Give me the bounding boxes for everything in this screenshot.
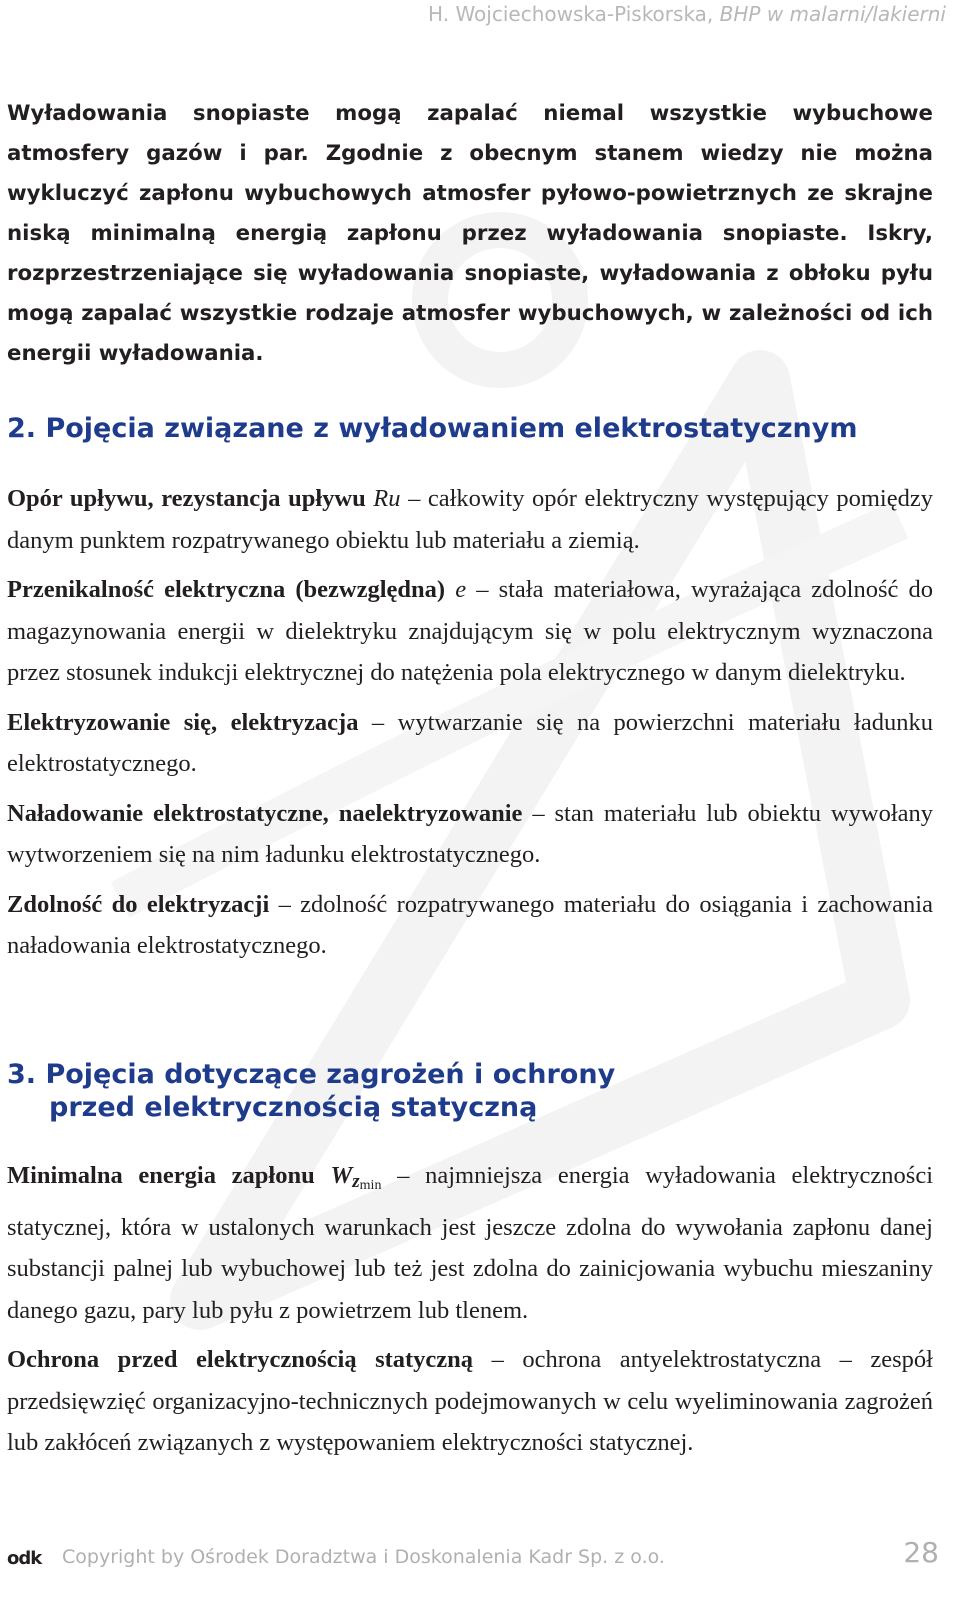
definition-text: – ochrona antyelektrostatyczna – zespół przedsięwzięć organizacyjno-technicznych podejmowanych w celu wyeliminowania zagrożeń lub zakłóceń związanych z występowaniem elektryczności statycznej. — [7, 1346, 933, 1456]
symbol-main: W — [330, 1162, 353, 1189]
definition-term: Opór upływu, rezystancja upływu — [7, 485, 366, 512]
definition-term: Elektryzowanie się, elektryzacja — [7, 708, 359, 736]
definition-text: – stan materiału lub obiektu wywołany wytworzeniem się na nim ładunku elektrostatycznego. — [7, 799, 934, 868]
symbol-subscript — [352, 1171, 382, 1193]
footer-copyright: Copyright by Ośrodek Doradztwa i Doskonalenia Kadr Sp. z o.o. — [62, 1546, 665, 1568]
section-3-number: 3. — [7, 1059, 37, 1090]
section-2-heading — [7, 412, 933, 445]
definition-term: Minimalna energia zapłonu — [7, 1162, 315, 1189]
section-2-title: Pojęcia związane z wyładowaniem elektrostatycznym — [45, 413, 858, 444]
section-2-number: 2. — [7, 413, 37, 444]
definition-item — [7, 478, 933, 561]
header-author: H. Wojciechowska-Piskorska, — [428, 2, 720, 26]
definition-text: – najmniejsza energia wyładowania elektryczności statycznej, która w ustalonych warunkach jest jeszcze zdolna do wywołania zapłonu danej substancji palnej lub wybuchowej lub też jest zdolna do zainicjowania wybuchu mieszaniny danego gazu, pary lub pyłu z powietrzem lub tlenem. — [7, 1162, 934, 1324]
definition-item — [7, 793, 933, 876]
running-header — [428, 0, 946, 28]
section-3-heading — [7, 1058, 933, 1124]
definition-symbol: e — [455, 576, 467, 603]
definition-term: Ochrona przed elektrycznością statyczną — [7, 1346, 474, 1373]
publisher-logo: odk — [7, 1548, 42, 1569]
intro-paragraph: Wyładowania snopiaste mogą zapalać niemal wszystkie wybuchowe atmosfery gazów i par. Zgodnie z obecnym stanem wiedzy nie można wykluczyć zapłonu wybuchowych atmosfer pyłowo-powietrznych ze skrajne niską minimalną energią zapłonu przez wyładowania snopiaste. Iskry, rozprzestrzeniające się wyładowania snopiaste, wyładowania z obłoku pyłu mogą zapalać wszystkie rodzaje atmosfer wybuchowych, w zależności od ich energii wyładowania. — [7, 101, 933, 366]
header-title: BHP w malarni/lakierni — [719, 2, 946, 26]
definition-item — [7, 1339, 933, 1464]
page-number: 28 — [903, 1536, 939, 1569]
section-3-definitions — [7, 1155, 933, 1472]
definition-symbol — [330, 1162, 382, 1193]
definition-text: – zdolność rozpatrywanego materiału do osiągania i zachowania naładowania elektrostatycznego. — [7, 890, 933, 959]
page-footer — [7, 1536, 939, 1576]
symbol-subscript-z: z — [352, 1171, 360, 1192]
definition-item — [7, 1155, 933, 1331]
definition-item — [7, 569, 933, 694]
symbol-subscript-min: min — [359, 1178, 382, 1193]
definition-term: Naładowanie elektrostatyczne, naelektryzowanie — [7, 799, 523, 827]
definition-item — [7, 884, 933, 967]
definition-term: Przenikalność elektryczna (bezwzględna) — [7, 576, 446, 603]
definition-symbol: Ru — [373, 485, 401, 512]
definition-item — [7, 702, 933, 785]
definition-text: – stała materiałowa, wyrażająca zdolność do magazynowania energii w dielektryku znajdującym się w polu elektrycznym wyznaczona przez stosunek indukcji elektrycznej do natężenia pola elektrycznego w danym dielektryku. — [7, 576, 933, 686]
section-3-title-line1: Pojęcia dotyczące zagrożeń i ochrony — [45, 1059, 616, 1090]
definition-term: Zdolność do elektryzacji — [7, 890, 270, 918]
definition-text: – wytwarzanie się na powierzchni materiału ładunku elektrostatycznego. — [7, 708, 933, 777]
definition-text: – całkowity opór elektryczny występujący pomiędzy danym punktem rozpatrywanego obiektu lub materiału a ziemią. — [7, 485, 933, 554]
section-2-definitions — [7, 478, 933, 975]
section-3-title-line2: przed elektrycznością statyczną — [49, 1092, 538, 1123]
